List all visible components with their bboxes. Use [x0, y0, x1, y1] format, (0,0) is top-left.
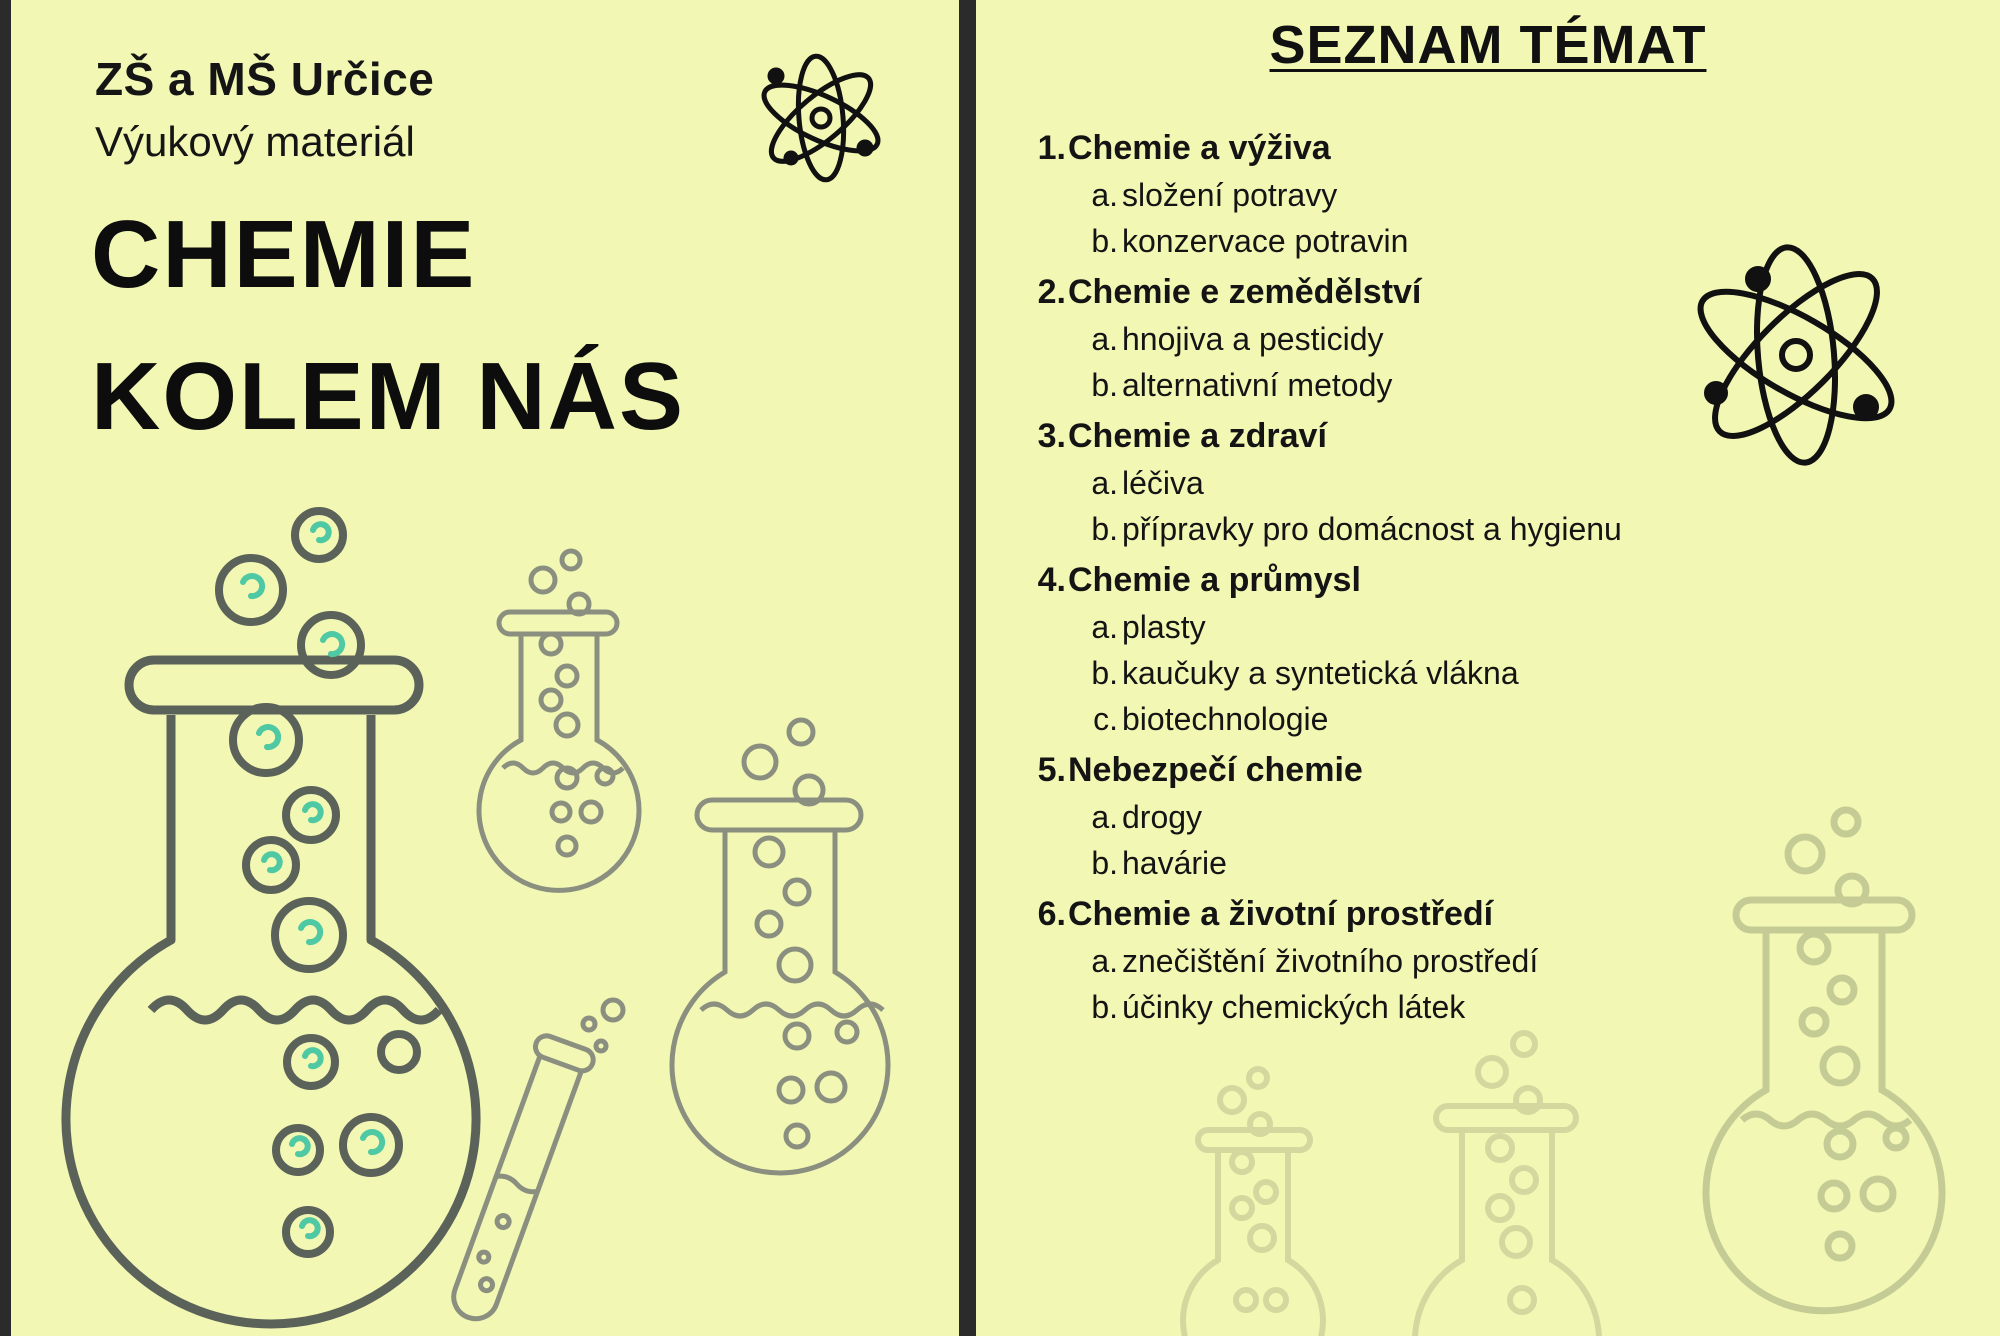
topic-number: 6.: [1037, 894, 1066, 933]
subtopic-label: havárie: [1122, 844, 1227, 881]
subtopic-label: biotechnologie: [1122, 700, 1329, 737]
subtopic-label: hnojiva a pesticidy: [1122, 320, 1384, 357]
topic-number: 5.: [1037, 750, 1066, 789]
school-name: ZŠ a MŠ Určice: [95, 53, 435, 105]
subtopic-letter: b.: [1091, 654, 1118, 691]
subtopic-letter: b.: [1091, 988, 1118, 1025]
subtopic-letter: a.: [1091, 942, 1118, 979]
subtopic-letter: a.: [1091, 176, 1118, 213]
toc-subtopic: [1030, 840, 1890, 886]
toc-list: [1030, 120, 1890, 1030]
toc-subtopic: [1030, 604, 1890, 650]
cover-title-line2: KOLEM NÁS: [91, 343, 685, 450]
subtopic-letter: a.: [1091, 798, 1118, 835]
toc-subtopic: [1030, 218, 1890, 264]
subtopic-letter: c.: [1093, 700, 1118, 737]
topic-number: 3.: [1037, 416, 1066, 455]
topic-number: 4.: [1037, 560, 1066, 599]
subtopic-label: přípravky pro domácnost a hygienu: [1122, 510, 1622, 547]
toc-subtopic: [1030, 696, 1890, 742]
topic-label: Chemie a výživa: [1068, 128, 1331, 167]
toc-topic: [1030, 412, 1890, 460]
subtopic-letter: a.: [1091, 464, 1118, 501]
toc-subtopic: [1030, 506, 1890, 552]
cover-title-line1: CHEMIE: [91, 201, 477, 308]
subtopic-label: kaučuky a syntetická vlákna: [1122, 654, 1519, 691]
subtopic-label: znečištění životního prostředí: [1122, 942, 1539, 979]
toc-page: [976, 0, 2000, 1336]
material-subtitle: Výukový materiál: [95, 118, 415, 165]
topic-label: Chemie a zdraví: [1068, 416, 1327, 455]
subtopic-letter: b.: [1091, 222, 1118, 259]
toc-heading: SEZNAM TÉMAT: [1269, 15, 1707, 75]
toc-subtopic: [1030, 794, 1890, 840]
toc-subtopic: [1030, 172, 1890, 218]
topic-label: Chemie a průmysl: [1068, 560, 1361, 599]
subtopic-letter: a.: [1091, 320, 1118, 357]
subtopic-letter: b.: [1091, 366, 1118, 403]
toc-topic: [1030, 124, 1890, 172]
toc-topic: [1030, 556, 1890, 604]
topic-label: Nebezpečí chemie: [1068, 750, 1363, 789]
subtopic-label: účinky chemických látek: [1122, 988, 1466, 1025]
subtopic-label: léčiva: [1122, 464, 1204, 501]
toc-subtopic: [1030, 316, 1890, 362]
small-flasks-illustration: [11, 0, 959, 1336]
subtopic-letter: b.: [1091, 510, 1118, 547]
toc-subtopic: [1030, 938, 1890, 984]
toc-topic: [1030, 890, 1890, 938]
topic-number: 1.: [1037, 128, 1066, 167]
toc-subtopic: [1030, 362, 1890, 408]
subtopic-label: drogy: [1122, 798, 1203, 835]
subtopic-label: alternativní metody: [1122, 366, 1393, 403]
toc-subtopic: [1030, 460, 1890, 506]
subtopic-letter: a.: [1091, 608, 1118, 645]
toc-subtopic: [1030, 984, 1890, 1030]
subtopic-label: plasty: [1122, 608, 1206, 645]
subtopic-label: konzervace potravin: [1122, 222, 1409, 259]
topic-label: Chemie a životní prostředí: [1068, 894, 1494, 933]
subtopic-letter: b.: [1091, 844, 1118, 881]
cover-page: [11, 0, 959, 1336]
toc-subtopic: [1030, 650, 1890, 696]
topic-label: Chemie e zemědělství: [1068, 272, 1422, 311]
topic-number: 2.: [1037, 272, 1066, 311]
toc-topic: [1030, 268, 1890, 316]
toc-topic: [1030, 746, 1890, 794]
subtopic-label: složení potravy: [1122, 176, 1338, 213]
